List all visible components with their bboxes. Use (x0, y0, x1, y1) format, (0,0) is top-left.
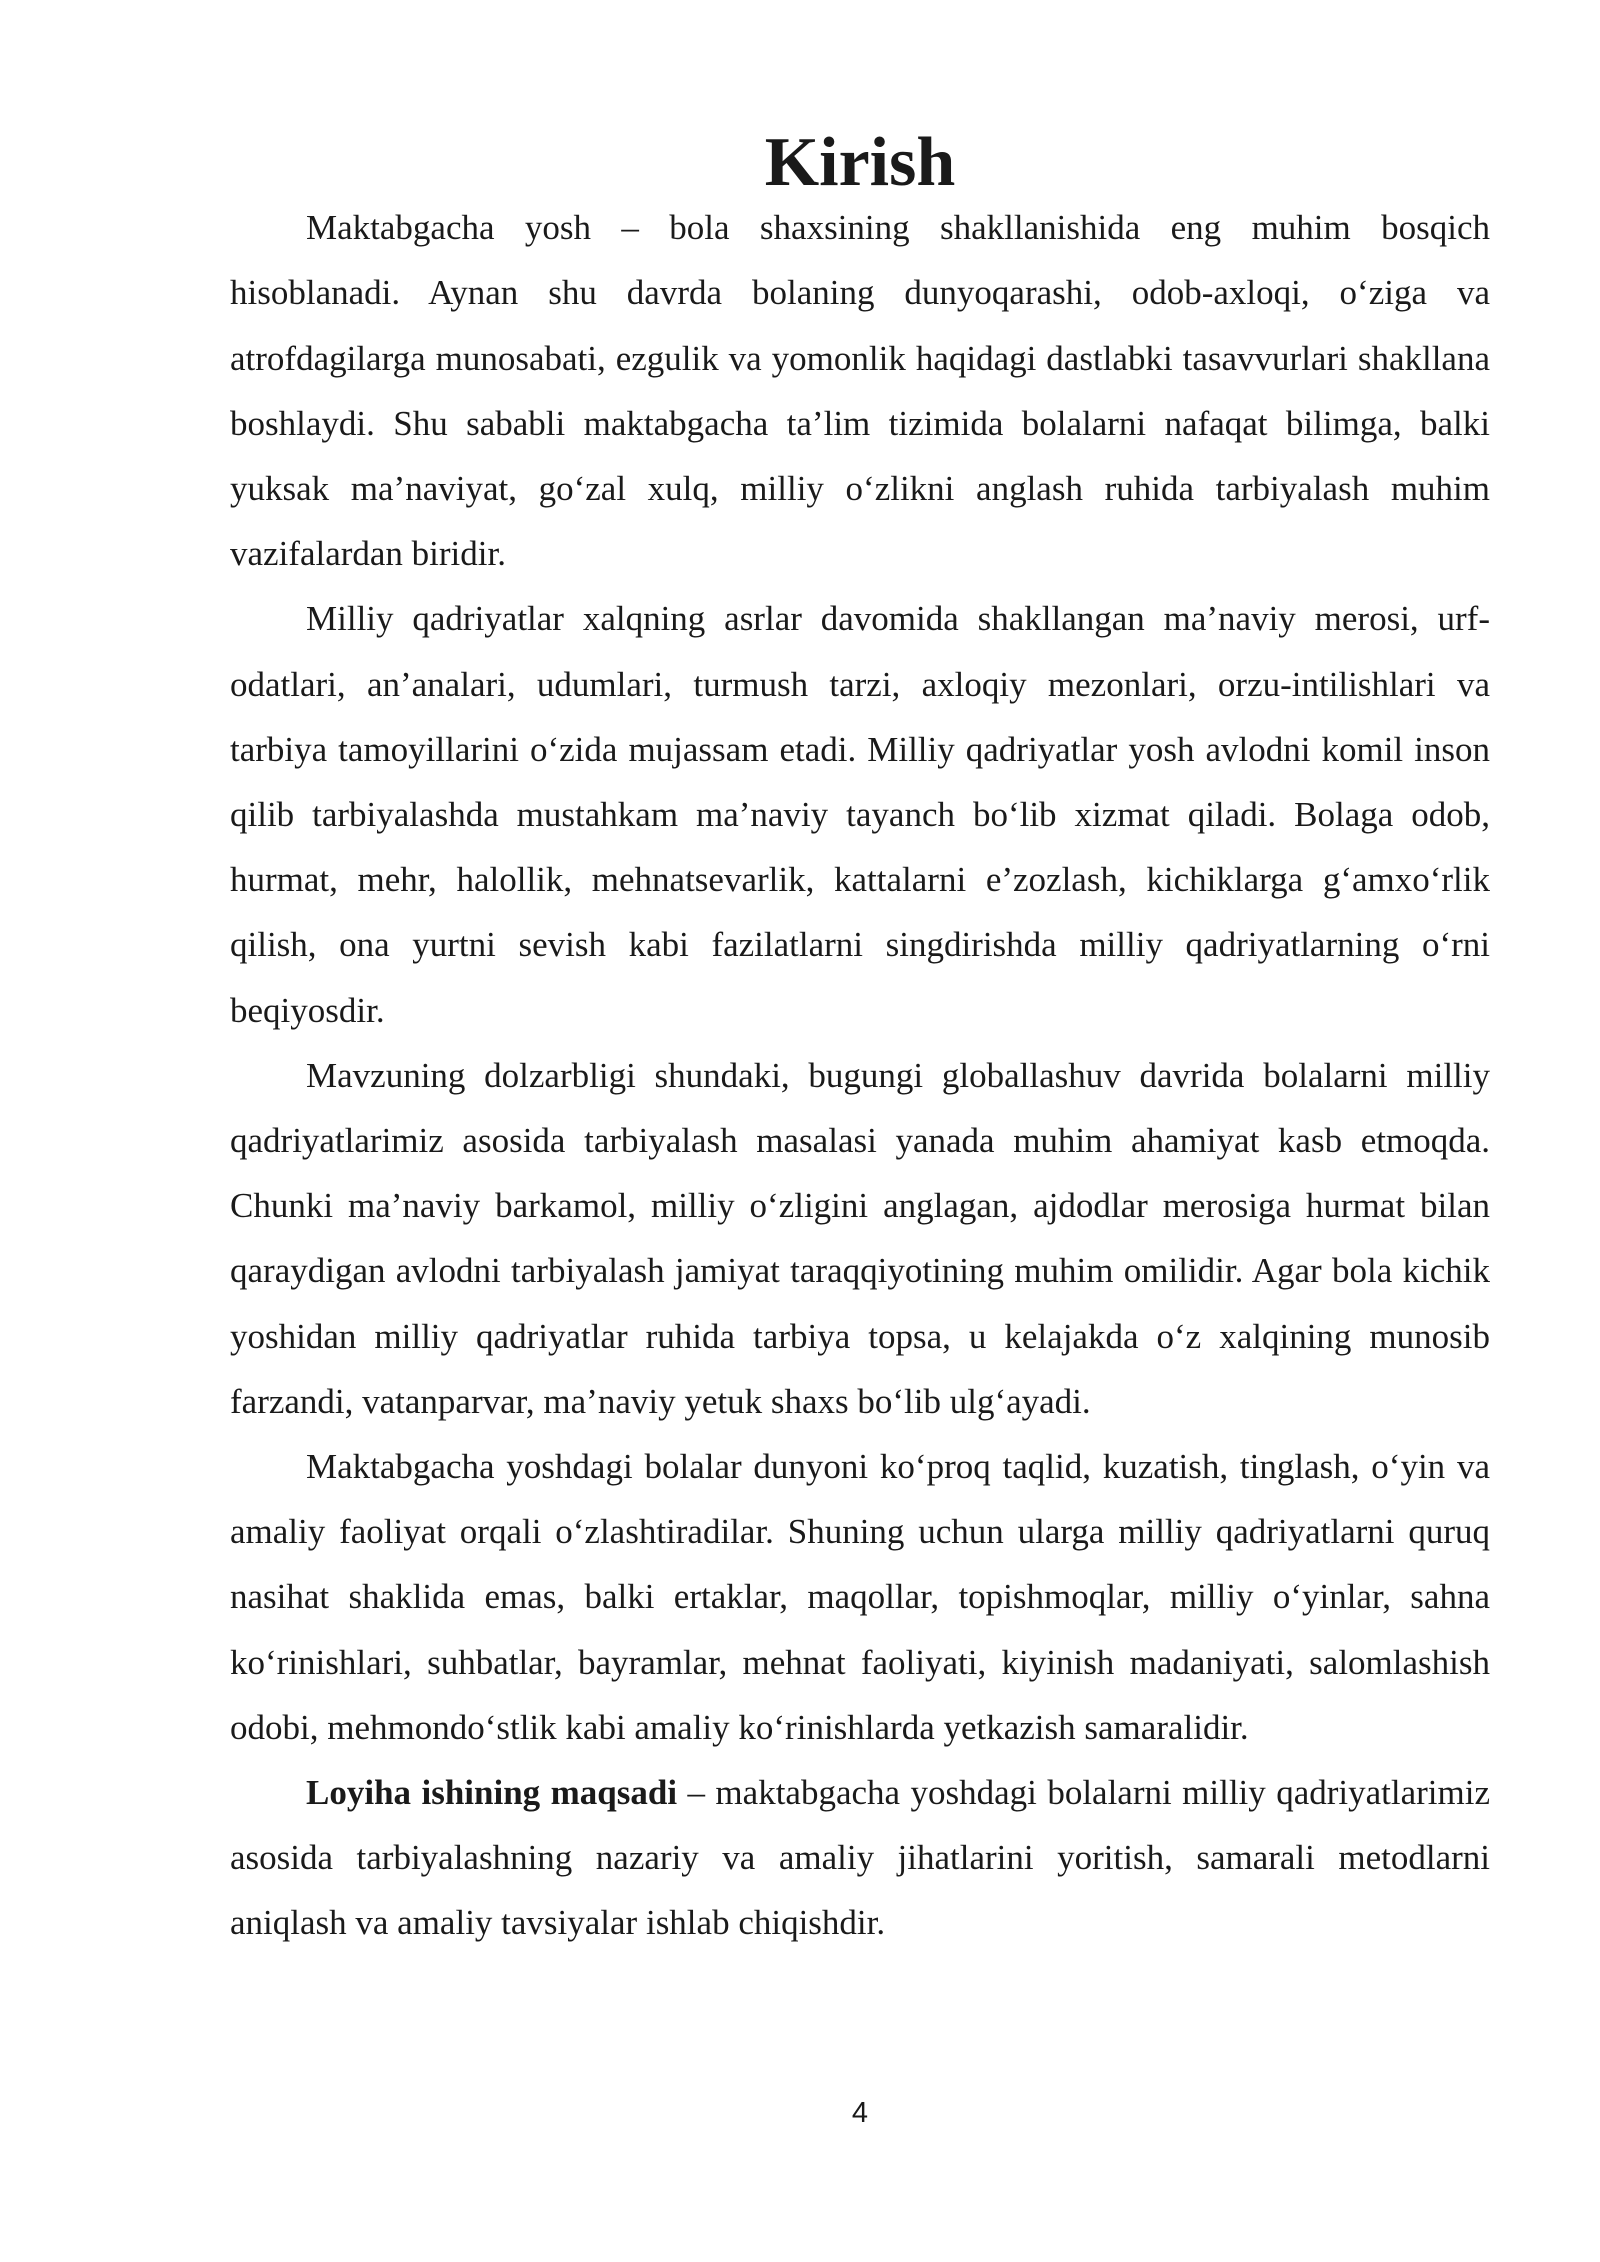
section-title: Kirish (764, 124, 956, 201)
paragraph-intro: Maktabgacha yosh – bola shaxsining shakllanishida eng muhim bosqich hisoblanadi. Aynan shu davrda bolaning dunyoqarashi, odob-axloqi, o‘ziga va atrofdagilarga munosabati, ezgulik va yomonlik haqidagi dastlabki tasavvurlari shakllana boshlaydi. Shu sababli maktabgacha ta’lim tizimida bolalarni nafaqat bilimga, balki yuksak ma’naviyat, go‘zal xulq, milliy o‘zlikni anglash ruhida tarbiyalash muhim vazifalardan biridir. (230, 208, 1490, 574)
page-number: 4 (851, 2097, 869, 2129)
paragraph-goal (230, 1760, 1490, 1956)
goal-lead: Loyiha ishining maqsadi (306, 1773, 678, 1813)
paragraph-relevance: Mavzuning dolzarbligi shundaki, bugungi globallashuv davrida bolalarni milliy qadriyatlarimiz asosida tarbiyalash masalasi yanada muhim ahamiyat kasb etmoqda. Chunki ma’naviy barkamol, milliy o‘zligini anglagan, ajdodlar merosiga hurmat bilan qaraydigan avlodni tarbiyalash jamiyat taraqqiyotining muhim omilidir. Agar bola kichik yoshidan milliy qadriyatlar ruhida tarbiya topsa, u kelajakda o‘z xalqining munosib farzandi, vatanparvar, ma’naviy yetuk shaxs bo‘lib ulg‘ayadi. (230, 1055, 1490, 1421)
paragraph-methods: Maktabgacha yoshdagi bolalar dunyoni ko‘proq taqlid, kuzatish, tinglash, o‘yin va amaliy faoliyat orqali o‘zlashtiradilar. Shuning uchun ularga milliy qadriyatlarni quruq nasihat shaklida emas, balki ertaklar, maqollar, topishmoqlar, milliy o‘yinlar, sahna ko‘rinishlari, suhbatlar, bayramlar, mehnat faoliyati, kiyinish madaniyati, salomlashish odobi, mehmondo‘stlik kabi amaliy ko‘rinishlarda yetkazish samaralidir. (230, 1447, 1490, 1747)
goal-text: – maktabgacha yoshdagi bolalarni milliy qadriyatlarimiz asosida tarbiyalashning nazariy va amaliy jihatlarini yoritish, samarali metodlarni aniqlash va amaliy tavsiyalar ishlab chiqishdir. (230, 1773, 1491, 1943)
paragraph-national-values: Milliy qadriyatlar xalqning asrlar davomida shakllangan ma’naviy merosi, urf-odatlari, an’analari, udumlari, turmush tarzi, axloqiy mezonlari, orzu-intilishlari va tarbiya tamoyillarini o‘zida mujassam etadi. Milliy qadriyatlar yosh avlodni komil inson qilib tarbiyalashda mustahkam ma’naviy tayanch bo‘lib xizmat qiladi. Bolaga odob, hurmat, mehr, halollik, mehnatsevarlik, kattalarni e’zozlash, kichiklarga g‘amxo‘rlik qilish, ona yurtni sevish kabi fazilatlarni singdirishda milliy qadriyatlarning o‘rni beqiyosdir. (230, 599, 1490, 1030)
page-content (230, 124, 1491, 1956)
